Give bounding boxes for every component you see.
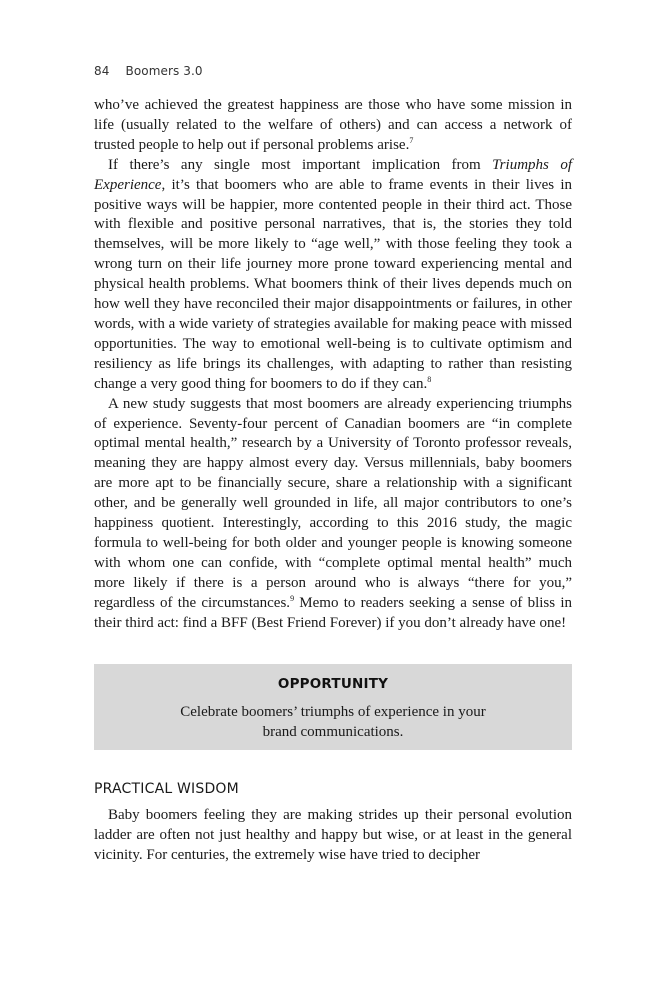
opportunity-text — [94, 702, 572, 742]
text-run: , it’s that boomers who are able to frame events in their lives in positive ways will be happier, more contented people in their third act. Those with flexible and positive personal narratives, that is, the stories they told themselves, will be more likely to “age well,” with those feeling they took a wrong turn on their life journey more prone toward experiencing mental and physical health problems. What boomers think of their lives depends much on how well they have reconciled their major disappointments or failures, in other words, with a wide variety of strategies available for making peace with missed opportunities. The way to emotional well-being is to cultivate optimism and resiliency as life brings its challenges, with adapting to rather than resisting change a very good thing for boomers to do if they can. — [94, 176, 572, 392]
footnote-ref-7: 7 — [409, 135, 414, 145]
opportunity-line-1: Celebrate boomers’ triumphs of experience in your — [180, 704, 486, 720]
paragraph-1 — [94, 96, 572, 156]
book-title-reference: Triumphs of Experience — [94, 156, 572, 193]
opportunity-title: OPPORTUNITY — [277, 676, 389, 692]
text-run: If there’s any single most important implication from — [108, 156, 493, 173]
paragraph-3 — [94, 395, 572, 634]
text-run: A new study suggests that most boomers are already experiencing triumphs of experience. Seventy-four percent of Canadian boomers are “in complete optimal mental health,” research by a University of Toronto professor reveals, meaning they are happy almost every day. Versus millennials, baby boomers are more apt to be financially secure, share a relationship with a significant other, and be generally well grounded in life, all major contributors to one’s happiness quotient. Interestingly, according to this 2016 study, the magic formula to well-being for both older and younger people is knowing someone with whom one can confide, with “complete optimal mental health” much more likely if there is a person around who is always “there for you,” regardless of the circumstances. — [94, 395, 572, 611]
paragraph-4: Baby boomers feeling they are making strides up their personal evolution ladder are often not just healthy and happy but wise, or at least in the general vicinity. For centuries, the extremely wise have tried to decipher — [94, 807, 572, 863]
book-title: Boomers 3.0 — [125, 64, 203, 78]
paragraph-2 — [94, 156, 572, 395]
footnote-ref-8: 8 — [427, 374, 432, 384]
opportunity-line-2: brand communications. — [262, 724, 404, 740]
section-heading: PRACTICAL WISDOM — [94, 781, 239, 797]
opportunity-box — [94, 664, 572, 750]
page-number: 84 — [94, 64, 110, 78]
main-text-block — [94, 96, 572, 633]
section-text-block — [94, 806, 572, 866]
footnote-ref-9: 9 — [290, 593, 295, 603]
running-head — [94, 64, 203, 78]
text-run: Memo to readers seeking a sense of bliss in their third act: find a BFF (Best Friend Forever) if you don’t already have one! — [94, 594, 572, 631]
text-run: who’ve achieved the greatest happiness are those who have some mission in life (usually related to the welfare of others) and can access a network of trusted people to help out if personal problems arise. — [94, 97, 572, 153]
